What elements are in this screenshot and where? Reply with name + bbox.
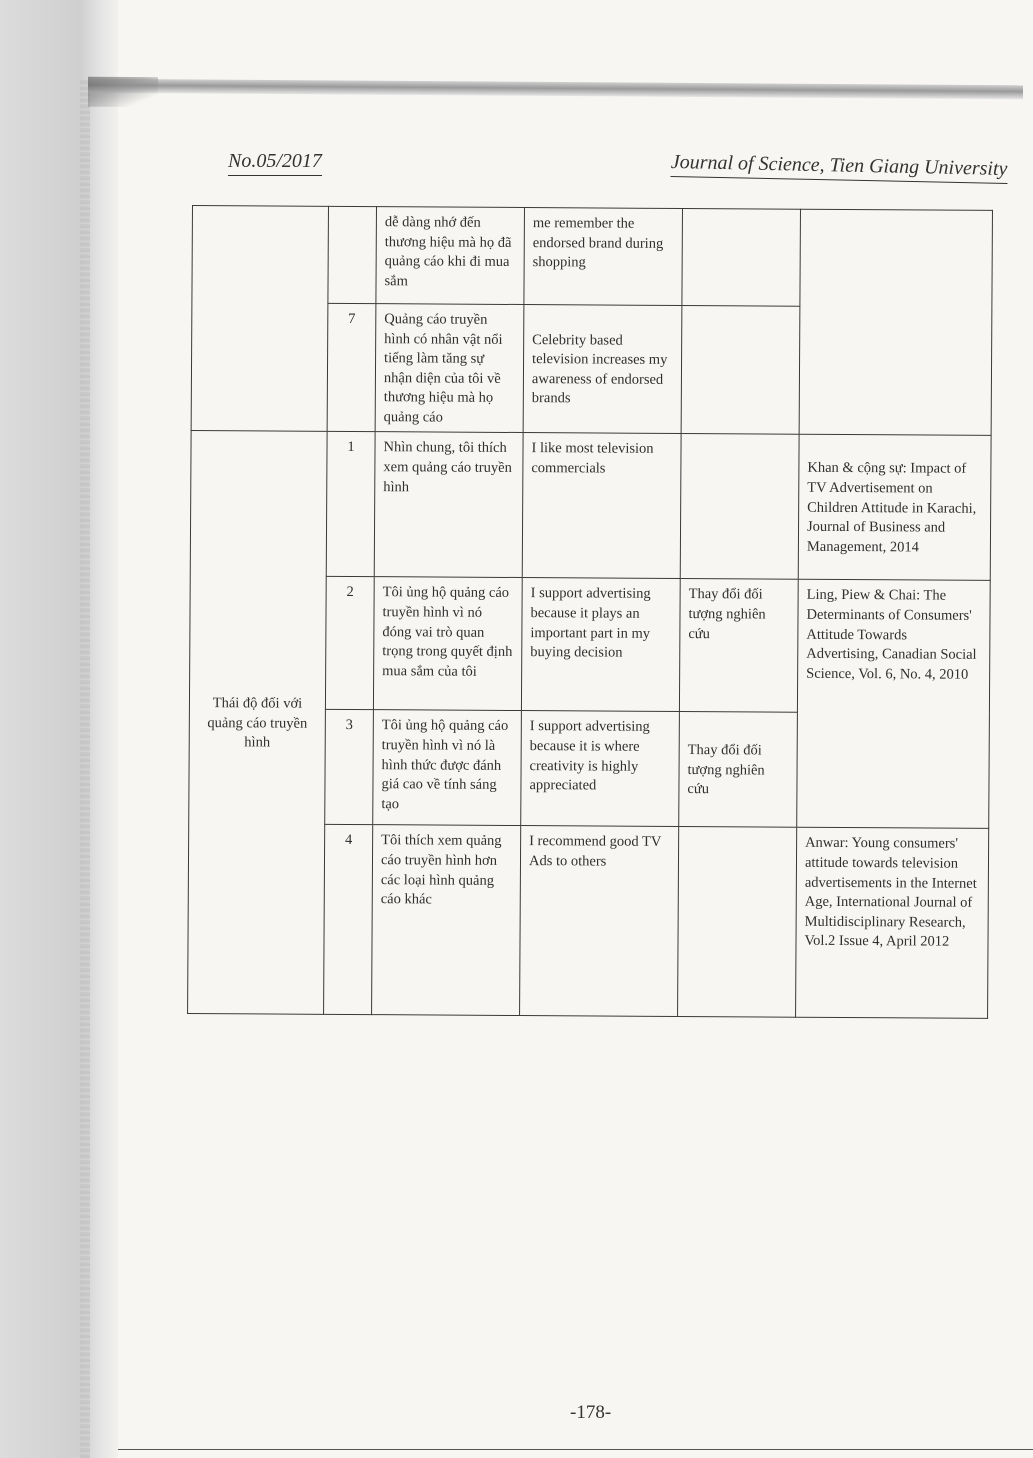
item-vietnamese: Tôi ủng hộ quảng cáo truyền hình vì nó là hình thức được đánh giá cao về tính sáng tạo bbox=[373, 710, 522, 826]
table-row bbox=[190, 431, 991, 581]
factor-tv-attitude: Thái độ đối với quảng cáo truyền hình bbox=[188, 431, 328, 1015]
scale-table-container bbox=[187, 205, 992, 1020]
item-source: Anwar: Young consumers' attitude towards television advertisements in the Internet Age, International Journal of Multidisciplinary Research, Vol.2 Issue 4, April 2012 bbox=[796, 828, 989, 1019]
item-english: I recommend good TV Ads to others bbox=[520, 826, 679, 1017]
scan-top-band bbox=[88, 79, 1023, 100]
item-number: 4 bbox=[324, 825, 373, 1015]
item-number: 7 bbox=[327, 303, 376, 432]
issue-number: No.05/2017 bbox=[228, 150, 322, 176]
item-vietnamese: Quảng cáo truyền hình có nhân vật nổi tiếng làm tăng sự nhận diện của tôi về thương hiệu mà họ quảng cáo bbox=[375, 304, 524, 433]
item-note bbox=[680, 434, 799, 580]
scan-bottom-line bbox=[118, 1449, 1033, 1450]
page-number: -178- bbox=[570, 1402, 612, 1423]
item-vietnamese: Tôi thích xem quảng cáo truyền hình hơn các loại hình quảng cáo khác bbox=[372, 825, 521, 1016]
item-number: 3 bbox=[325, 710, 374, 825]
journal-title: Journal of Science, Tien Giang University bbox=[671, 151, 1008, 184]
item-source: Ling, Piew & Chai: The Determinants of Consumers' Attitude Towards Advertising, Canadian Social Science, Vol. 6, No. 4, 2010 bbox=[797, 580, 991, 829]
measurement-scale-table bbox=[187, 205, 993, 1019]
item-number: 2 bbox=[325, 577, 374, 710]
item-source bbox=[799, 209, 992, 436]
item-english: I support advertising because it plays an important part in my buying decision bbox=[521, 578, 680, 712]
item-source: Khan & cộng sự: Impact of TV Advertisement on Children Attitude in Karachi, Journal of Business and Management, 2014 bbox=[798, 435, 991, 581]
scan-left-edge bbox=[0, 0, 118, 1458]
item-note bbox=[678, 827, 797, 1018]
item-note bbox=[681, 305, 800, 434]
table-row bbox=[192, 206, 993, 308]
factor-cell-previous bbox=[191, 206, 328, 432]
item-english: me remember the endorsed brand during shopping bbox=[524, 208, 683, 306]
item-number bbox=[328, 206, 377, 303]
item-english: I support advertising because it is where creativity is highly appreciated bbox=[521, 711, 680, 827]
item-vietnamese: dễ dàng nhớ đến thương hiệu mà họ đã quảng cáo khi đi mua sắm bbox=[376, 207, 525, 305]
item-note: Thay đổi đối tượng nghiên cứu bbox=[679, 712, 798, 828]
item-vietnamese: Nhìn chung, tôi thích xem quảng cáo truyền hình bbox=[374, 432, 523, 578]
item-vietnamese: Tôi ủng hộ quảng cáo truyền hình vì nó đóng vai trò quan trọng trong quyết định mua sắm của tôi bbox=[373, 577, 522, 711]
item-note: Thay đổi đối tượng nghiên cứu bbox=[679, 579, 798, 713]
page-header bbox=[228, 150, 1008, 190]
item-english: I like most television commercials bbox=[522, 433, 681, 579]
item-number: 1 bbox=[326, 432, 375, 577]
item-english: Celebrity based television increases my awareness of endorsed brands bbox=[523, 305, 682, 434]
item-note bbox=[682, 208, 801, 306]
